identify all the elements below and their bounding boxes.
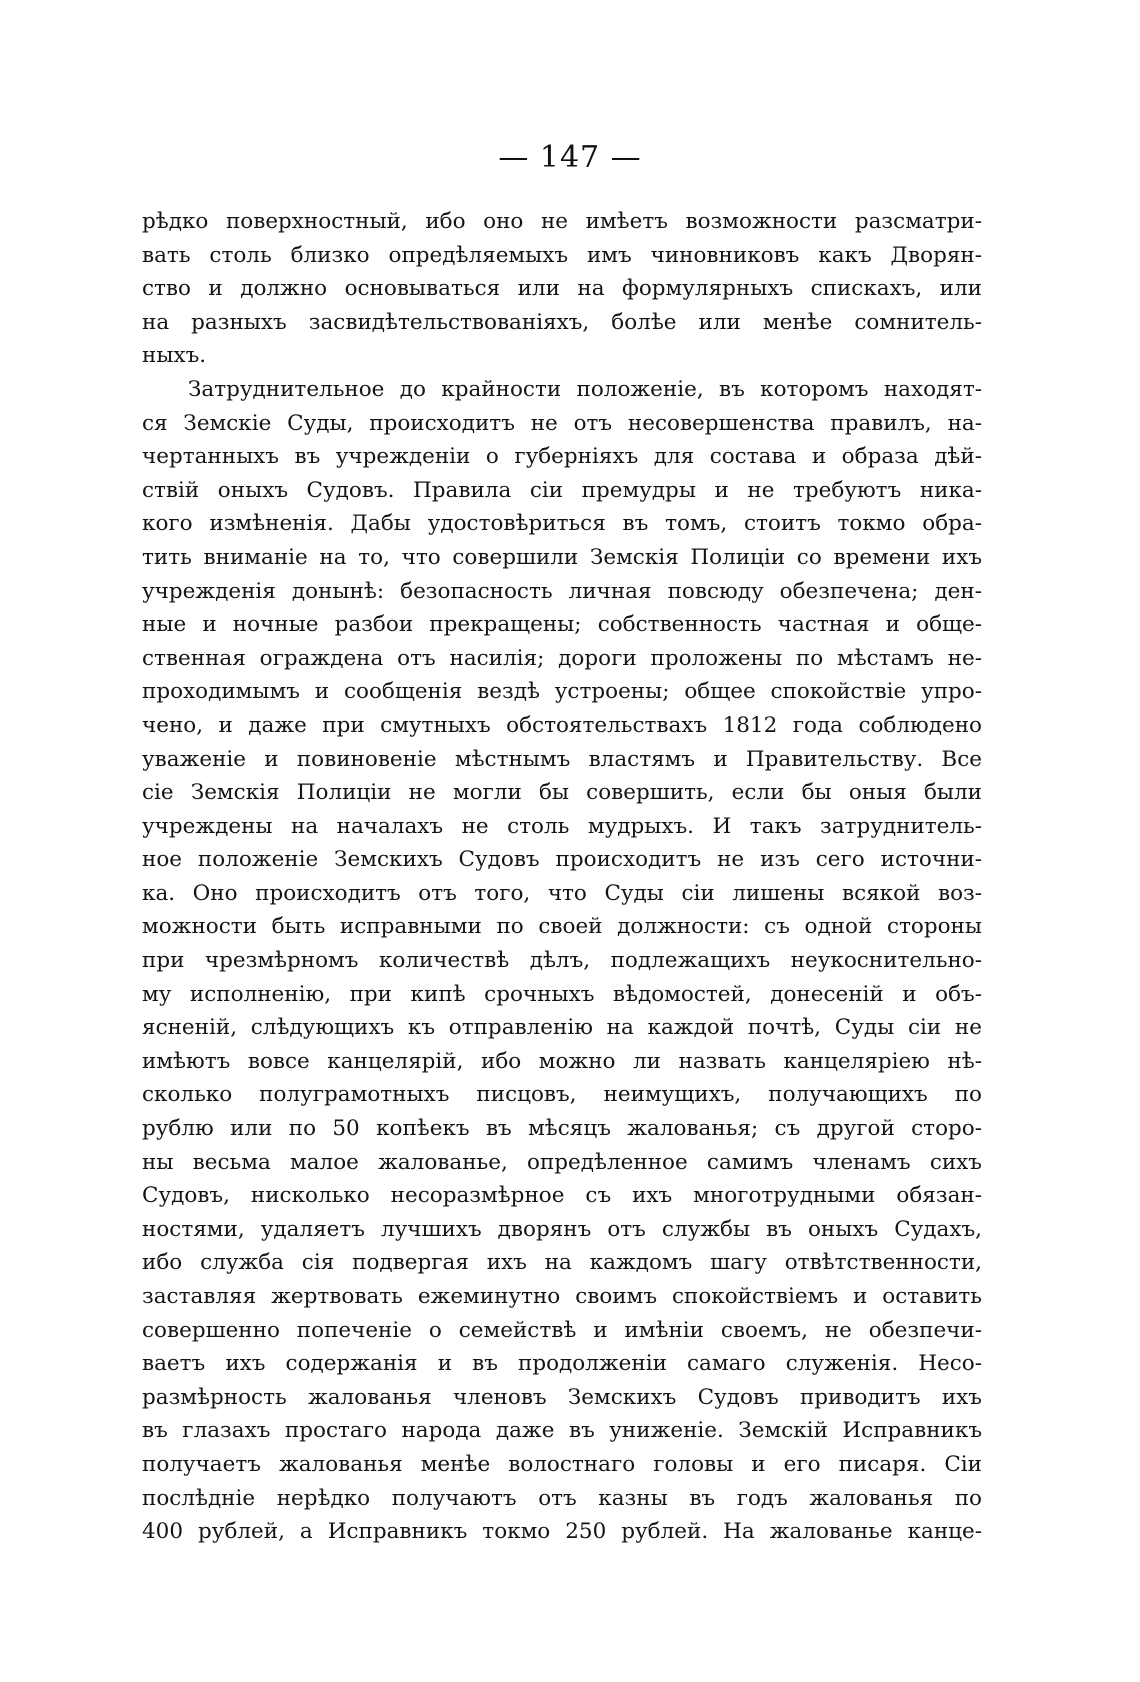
text-line: ваетъ ихъ содержанiя и въ продолженiи самаго служенiя. Несо- <box>142 1351 982 1377</box>
text-line: учрежденiя донынѣ: безопасность личная повсюду обезпечена; ден- <box>142 578 982 604</box>
text-line: ка. Оно происходитъ отъ того, что Суды сiи лишены всякой воз- <box>142 880 982 906</box>
text-line: рѣдко поверхностный, ибо оно не имѣетъ возможности разсматри- <box>142 209 982 234</box>
text-line: чено, и даже при смутныхъ обстоятельствахъ 1812 года соблюдено <box>142 712 982 738</box>
text-line: совершенно попеченiе о семействѣ и имѣнiи своемъ, не обезпечи- <box>142 1317 982 1343</box>
text-line: ясненiй, слѣдующихъ къ отправленiю на каждой почтѣ, Суды сiи не <box>142 1015 982 1041</box>
text-line: ствiй оныхъ Судовъ. Правила сiи премудры и не требуютъ ника- <box>142 477 982 503</box>
text-line: ство и должно основываться или на формулярныхъ спискахъ, или <box>142 276 982 302</box>
text-line: при чрезмѣрномъ количествѣ дѣлъ, подлежащихъ неукоснительно- <box>142 948 982 974</box>
text-line: заставляя жертвовать ежеминутно своимъ спокойствiемъ и оставить <box>142 1284 982 1309</box>
text-line: уваженiе и повиновенiе мѣстнымъ властямъ и Правительству. Все <box>142 746 982 772</box>
text-line: ся Земскiе Суды, происходитъ не отъ несовершенства правилъ, на- <box>142 410 982 436</box>
page-number: — 147 — <box>498 140 642 175</box>
text-line: вать столь близко опредѣляемыхъ имъ чиновниковъ какъ Дворян- <box>142 242 982 268</box>
text-line: кого измѣненiя. Дабы удостовѣриться въ томъ, стоитъ токмо обра- <box>142 511 982 537</box>
text-line: ныхъ. <box>142 343 207 369</box>
text-line: послѣднiе нерѣдко получаютъ отъ казны въ годъ жалованья по <box>142 1485 982 1511</box>
text-line: можности быть исправными по своей должности: съ одной стороны <box>142 914 982 940</box>
text-line: ны весьма малое жалованье, опредѣленное самимъ членамъ сихъ <box>142 1149 982 1175</box>
text-line: 400 рублей, а Исправникъ токмо 250 рублей. На жалованье канце- <box>142 1519 982 1545</box>
text-line: ибо служба сiя подвергая ихъ на каждомъ шагу отвѣтственности, <box>142 1250 982 1276</box>
body-text <box>142 205 982 1549</box>
text-line: учреждены на началахъ не столь мудрыхъ. И такъ затруднитель- <box>142 813 982 839</box>
text-line: чертанныхъ въ учрежденiи о губернiяхъ для состава и образа дѣй- <box>142 444 982 470</box>
text-line: сiе Земскiя Полицiи не могли бы совершить, если бы оныя были <box>142 780 982 806</box>
text-line: ное положенiе Земскихъ Судовъ происходитъ не изъ сего источни- <box>142 847 982 873</box>
text-line: на разныхъ засвидѣтельствованiяхъ, болѣе или менѣе сомнитель- <box>142 309 982 335</box>
text-line: ные и ночные разбои прекращены; собственность частная и обще- <box>142 612 982 638</box>
text-line: размѣрность жалованья членовъ Земскихъ Судовъ приводитъ ихъ <box>142 1384 982 1410</box>
text-line: му исполненiю, при кипѣ срочныхъ вѣдомостей, донесенiй и объ- <box>142 981 982 1007</box>
text-line: сколько полуграмотныхъ писцовъ, неимущихъ, получающихъ по <box>142 1082 982 1108</box>
text-line: въ глазахъ простаго народа даже въ униженiе. Земскiй Исправникъ <box>142 1418 982 1444</box>
text-line: Судовъ, нисколько несоразмѣрное съ ихъ многотрудными обязан- <box>142 1183 982 1209</box>
text-line: рублю или по 50 копѣекъ въ мѣсяцъ жалованья; съ другой сторо- <box>142 1116 982 1142</box>
text-line: имѣютъ вовсе канцелярiй, ибо можно ли назвать канцелярiею нѣ- <box>142 1048 982 1074</box>
text-line: тить вниманiе на то, что совершили Земскiя Полицiи со времени ихъ <box>142 544 982 570</box>
text-line: ностями, удаляетъ лучшихъ дворянъ отъ службы въ оныхъ Судахъ, <box>142 1216 982 1242</box>
text-line: проходимымъ и сообщенiя вездѣ устроены; общее спокойствiе упро- <box>142 679 982 705</box>
text-line: ственная ограждена отъ насилiя; дороги проложены по мѣстамъ не- <box>142 645 982 671</box>
text-line: получаетъ жалованья менѣе волостнаго головы и его писаря. Сiи <box>142 1451 982 1477</box>
text-line: Затруднительное до крайности положенiе, въ которомъ находят- <box>188 376 982 402</box>
